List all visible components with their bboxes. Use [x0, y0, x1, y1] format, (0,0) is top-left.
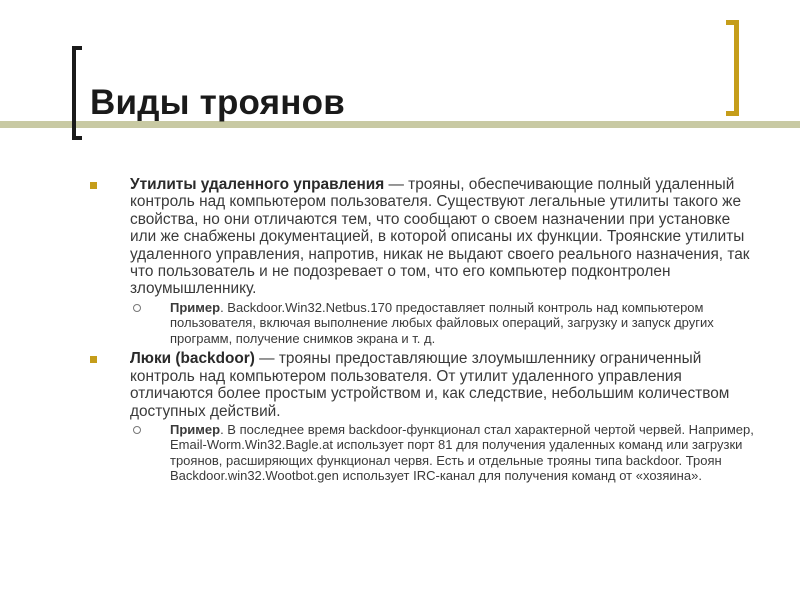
- left-bracket-decoration: [72, 46, 82, 140]
- example-label: Пример: [170, 421, 221, 437]
- list-item: [90, 350, 760, 420]
- item-text: — трояны, обеспечивающие полный удаленный контроль над компьютером пользователя. Существуют легальные утилиты такого же свойства, но они отличаются тем, что сообщают о своем назначении при установке или же снабжены документацией, в которой описаны их функции. Троянские утилиты удаленного управления, напротив, никак не выдают своего реального назначения, так что пользователь и не подозревает о том, что его компьютер подконтролен злоумышленнику.: [130, 176, 750, 298]
- item-term: Утилиты удаленного управления: [130, 176, 385, 193]
- circle-bullet-icon: [133, 304, 141, 312]
- right-bracket-decoration: [726, 20, 739, 116]
- square-bullet-icon: [90, 356, 97, 363]
- list-item: [90, 176, 760, 298]
- slide-content: [90, 176, 760, 484]
- item-term: Люки (backdoor): [130, 350, 255, 368]
- example-text: . В последнее время backdoor-функционал стал характерной чертой червей. Например, Email-Worm.Win32.Bagle.at использует порт 81 для получения удаленных команд или загрузки троянов, расширяющих функционал червя. Есть и отдельные трояны типа backdoor. Троян Backdoor.win32.Wootbot.gen использует IRC-канал для получения команд от «хозяина».: [170, 421, 754, 484]
- slide-title: Виды троянов: [90, 83, 345, 122]
- sub-list-item: [130, 422, 760, 484]
- example-label: Пример: [170, 299, 221, 315]
- example-text: . Backdoor.Win32.Netbus.170 предоставляет полный контроль над компьютером пользователя, включая выполнение любых файловых операций, загрузку и запуск других программ, получение снимков экрана и т. д.: [170, 299, 714, 346]
- square-bullet-icon: [90, 182, 97, 189]
- sub-list-item: [130, 300, 760, 347]
- item-text: — трояны предоставляющие злоумышленнику ограниченный контроль над компьютером пользователя. От утилит удаленного управления отличаются более простым устройством и, как следствие, небольшим количеством доступных действий.: [130, 350, 730, 420]
- circle-bullet-icon: [133, 426, 141, 434]
